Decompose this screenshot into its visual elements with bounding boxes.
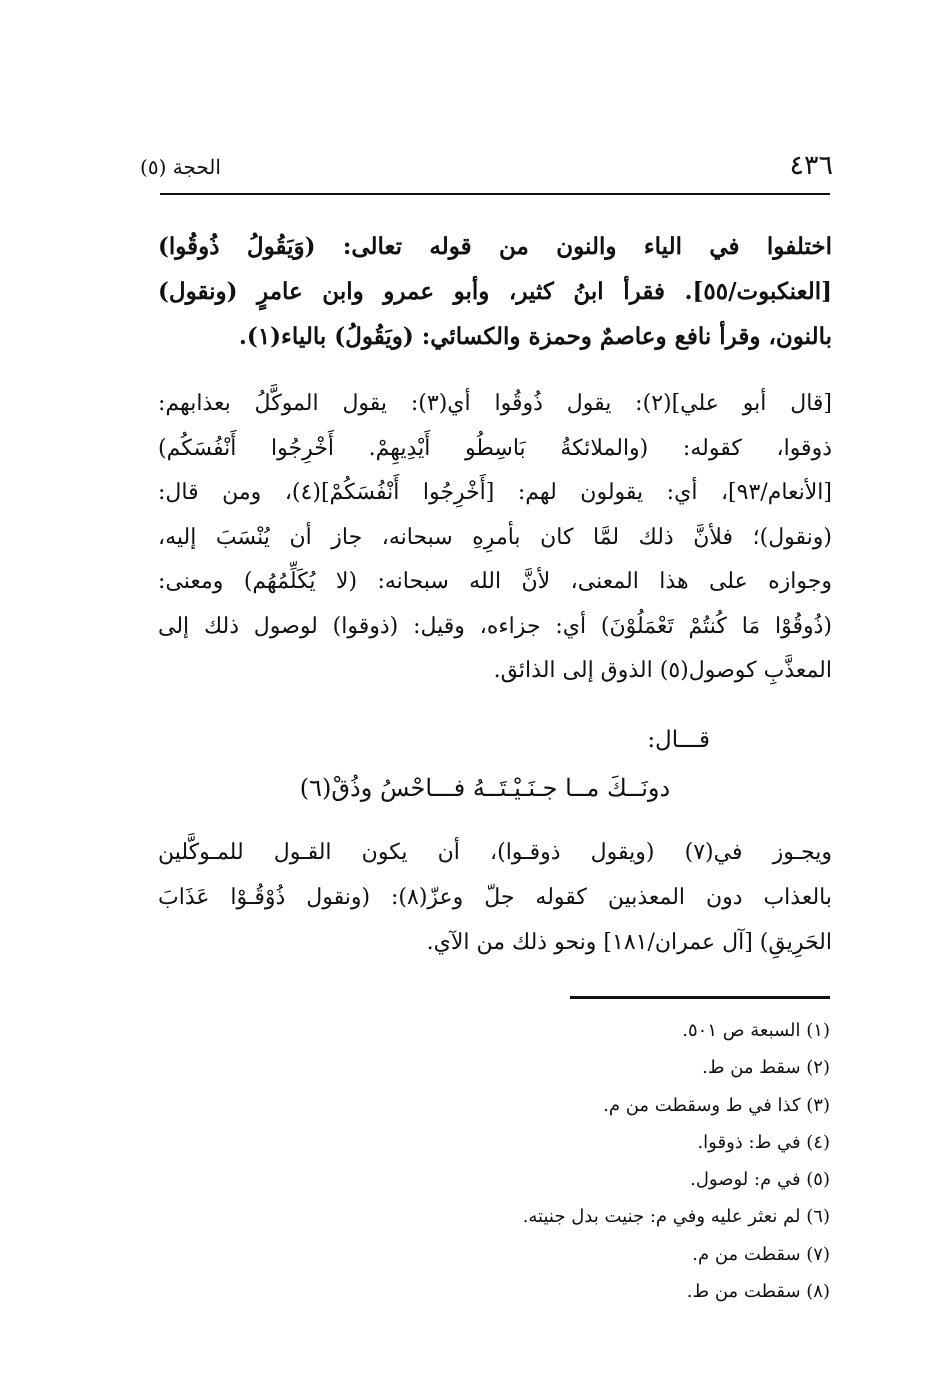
text-line: (ونقول)؛ فلأنَّ ذلك لمَّا كان بأمرِهِ سبحانه، جاز أن يُنْسَبَ إليه، [158, 524, 832, 550]
text-line: [قال أبو علي](٢): يقول ذُوقُوا أي(٣): يقول الموكَّلُ بعذابهم: [158, 391, 832, 416]
footnote: (٢) سقط من ط. [702, 1057, 830, 1079]
text-line: بالعذاب دون المعذبين كقوله جلّ وعزّ(٨): (ونقول ذُوْقُـوْا عَذَابَ [158, 885, 832, 910]
paragraph-2 [158, 382, 832, 694]
footnote-rule [570, 996, 830, 999]
text-line: ويجـوز في(٧) (ويقول ذوقـوا)، أن يكون القـول للمـوكَّلين [158, 840, 832, 865]
footnote: (١) السبعة ص ٥٠١. [682, 1020, 830, 1041]
footnote: (٣) كذا في ط وسقطت من م. [603, 1094, 830, 1116]
footnote: (٥) في م: لوصول. [690, 1169, 830, 1191]
footnote: (٧) سقطت من م. [692, 1243, 830, 1265]
text-line: وجوازه على هذا المعنى، لأنَّ الله سبحانه: (لا يُكَلِّمُهُم) ومعنى: [158, 569, 832, 594]
text-line: (ذُوقُوْا مَا كُنتُمْ تَعْمَلُوْنَ) أي: جزاءه، وقيل: (ذوقوا) لوصول ذلك إلى [158, 613, 832, 639]
text-line: الحَرِيقِ) [آل عمران/١٨١] ونحو ذلك من الآي. [426, 930, 832, 955]
text-line: [الأنعام/٩٣]، أي: يقولون لهم: [أَخْرِجُوا أَنْفُسَكُمْ](٤)، ومن قال: [158, 480, 832, 505]
text-line: المعذَّبِ كوصول(٥) الذوق إلى الذائق. [493, 658, 832, 683]
footnote: (٤) في ط: ذوقوا. [697, 1131, 830, 1153]
header-rule [160, 193, 830, 195]
footnotes [400, 1012, 830, 1310]
text-line: بالنون، وقرأ نافع وعاصمٌ وحمزة والكسائي: (ويَقُولُ) بالياء(١). [238, 323, 832, 350]
footnote: (٦) لم نعثر عليه وفي م: جنيت بدل جنيته. [522, 1206, 830, 1228]
page-number: ٤٣٦ [789, 150, 833, 181]
footnote: (٨) سقطت من ط. [686, 1281, 830, 1303]
poem-intro: قـــال: [647, 727, 710, 753]
poem-verse: دونَــكَ مــا جـنَـيْـتَــهُ فـــاحْسُ وذُقْ(٦) [299, 774, 671, 802]
text-line: [العنكبوت/٥٥]. فقرأ ابنُ كثير، وأبو عمرو وابن عامرٍ (ونقول) [158, 278, 832, 305]
text-line: ذوقوا، كقوله: (والملائكةُ بَاسِطُو أَيْدِيهِمْ. أَخْرِجُوا أَنْفُسَكُم) [158, 435, 832, 461]
text-line: اختلفوا في الياء والنون من قوله تعالى: (وَيَقُولُ ذُوقُوا) [158, 233, 832, 260]
paragraph-3 [158, 830, 832, 965]
running-title: الحجة (٥) [140, 155, 221, 179]
paragraph-1 [158, 224, 832, 359]
